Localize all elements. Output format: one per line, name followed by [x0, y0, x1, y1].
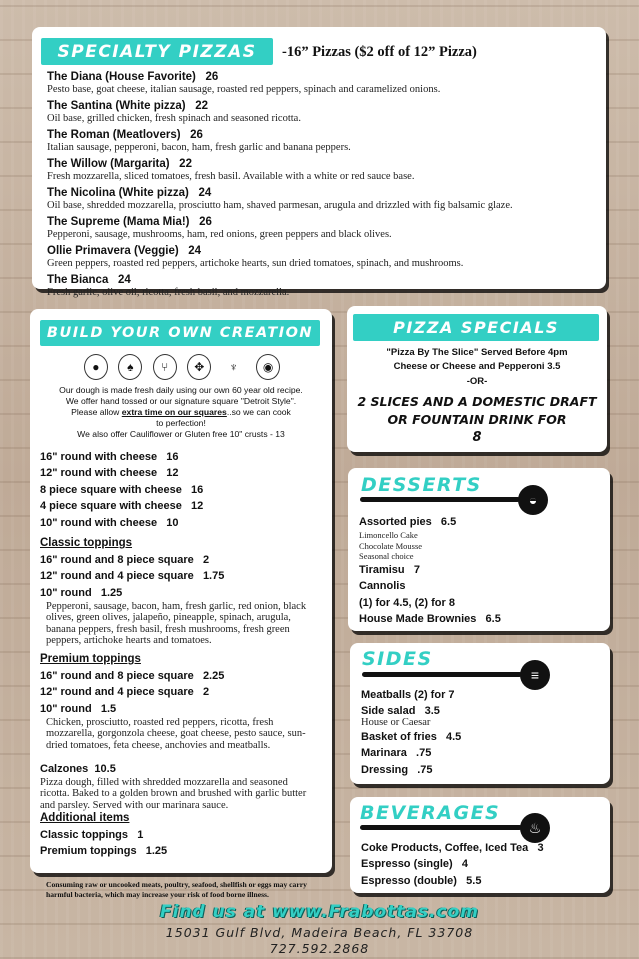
side-label: Dressing	[361, 763, 409, 776]
bev-price: 5.5	[466, 874, 482, 887]
calzones-label: Calzones	[40, 763, 89, 775]
pizza-name: The Willow (Margarita)	[47, 158, 170, 170]
dessert-assorted	[359, 514, 599, 530]
classic-topping-row	[40, 552, 320, 568]
additional-item-row	[40, 843, 320, 859]
side-price: 7	[448, 689, 455, 701]
spoon-handle	[360, 497, 520, 502]
pizza-price: 26	[190, 129, 203, 141]
row-label: 16" round with cheese	[40, 451, 158, 463]
pizza-desc: Fresh garlic, olive oil, ricotta, fresh basil, and mozzarella.	[47, 287, 290, 298]
classic-heading: Classic toppings	[40, 537, 133, 549]
coffee-icon: ♨	[520, 813, 550, 843]
premium-list	[40, 668, 320, 717]
specials-deal2: OR FOUNTAIN DRINK FOR	[387, 412, 567, 427]
specialty-pizzas-card	[32, 27, 606, 298]
dessert-label: House Made Brownies	[359, 613, 477, 626]
pizza-specials-card	[347, 306, 607, 452]
allow-suffix: ..so we can cook	[226, 407, 291, 417]
specialty-item-name	[47, 273, 599, 287]
row-label: Premium toppings	[40, 845, 137, 858]
row-label: 10" round with cheese	[40, 516, 158, 529]
additional-list	[40, 827, 320, 860]
dessert-cannolis: Cannolis	[359, 580, 406, 593]
classic-topping-row	[40, 568, 320, 584]
intro-line: We offer hand tossed or our signature square "Detroit Style".	[65, 396, 297, 406]
specialty-item-name	[47, 128, 599, 142]
address: 15031 Gulf Blvd, Madeira Beach, FL 33708	[165, 925, 474, 940]
specialty-item-name	[47, 186, 599, 200]
pizza-name: Ollie Primavera (Veggie)	[47, 245, 179, 257]
specialty-item	[47, 99, 599, 125]
allow-bold: extra time on our squares	[121, 407, 227, 417]
row-price: 12	[191, 500, 204, 513]
row-price: 1.5	[100, 702, 117, 715]
pizza-price: 26	[205, 71, 219, 83]
beverages-list	[361, 840, 606, 889]
row-label: 12" round and 4 piece square	[40, 570, 194, 583]
calzones-row	[40, 761, 116, 777]
specials-or: -OR-	[466, 376, 488, 387]
row-price: 1.25	[100, 586, 123, 599]
food-warning: Consuming raw or uncooked meats, poultry, seafood, shellfish or eggs may carry harmful bacteria, which may increase your risk of food borne illness.	[46, 880, 307, 899]
dessert-cannolis-price: (1) for 4.5, (2) for 8	[359, 596, 455, 609]
row-price: 1	[137, 829, 144, 841]
specialty-item-name	[47, 157, 599, 171]
dessert-tiramisu	[359, 562, 599, 578]
sides-title: SIDES	[362, 648, 433, 670]
pie-option: Limoncello Cake	[359, 530, 418, 541]
bev-label: Espresso (single)	[361, 858, 453, 871]
pizza-desc: Pepperoni, sausage, mushrooms, ham, red onions, green peppers and black olives.	[47, 229, 392, 240]
row-label: 10" round	[40, 702, 92, 715]
sizes-list	[40, 449, 320, 531]
specialty-item	[47, 186, 599, 212]
pizza-desc: Italian sausage, pepperoni, bacon, ham, fresh garlic and banana peppers.	[47, 142, 351, 153]
sides-card	[350, 643, 610, 784]
pizza-name: The Bianca	[47, 274, 109, 286]
bev-label: Coke Products, Coffee, Iced Tea	[361, 842, 529, 854]
specialty-item-name	[47, 215, 599, 229]
premium-desc: Chicken, prosciutto, roasted red peppers, ricotta, fresh mozzarella, gorgonzola cheese, goat cheese, pesto sauce, sun-dried tomatoes, feta cheese, anchovies and meatballs.	[46, 717, 306, 751]
size-row	[40, 498, 320, 514]
calzones-price: 10.5	[94, 763, 116, 775]
specialty-subtitle: -16” Pizzas ($2 off of 12” Pizza)	[282, 44, 477, 60]
pizza-price: 22	[179, 158, 192, 170]
specialty-item	[47, 128, 599, 154]
build-title: BUILD YOUR OWN CREATION	[40, 320, 320, 346]
specialty-item	[47, 157, 599, 183]
fork-sausage-icon: ⑂	[153, 354, 177, 380]
pizza-price: 22	[195, 100, 209, 112]
desserts-title: DESSERTS	[361, 474, 482, 496]
pizza-name: The Supreme (Mama Mia!)	[47, 216, 190, 228]
chili-icon: ♆	[229, 360, 239, 374]
website-link[interactable]: Find us at www.Frabottas.com	[160, 902, 479, 922]
classic-topping-row	[40, 585, 320, 601]
specialty-item-name	[47, 70, 599, 84]
row-label: 10" round	[40, 586, 92, 599]
intro-allow	[36, 407, 326, 418]
row-price: 12	[166, 467, 179, 480]
specialty-item	[47, 273, 599, 299]
pizza-price: 24	[117, 274, 131, 286]
dessert-label: Assorted pies	[359, 516, 432, 528]
additional-heading: Additional items	[40, 812, 130, 824]
pie-icon: ◒	[518, 485, 548, 515]
row-price: 2	[202, 554, 210, 566]
row-price: 1.75	[202, 570, 225, 583]
sides-list	[361, 687, 601, 778]
row-price: 16	[191, 483, 204, 496]
row-label: 4 piece square with cheese	[40, 500, 182, 513]
row-label: 12" round and 4 piece square	[40, 686, 194, 699]
pizza-desc: Oil base, shredded mozzarella, prosciutto ham, shaved parmesan, arugula and drizzled with fig balsamic glaze.	[47, 200, 513, 211]
row-price: 1.25	[145, 845, 168, 858]
spoon-handle	[362, 672, 522, 677]
row-price: 10	[166, 516, 179, 529]
size-row	[40, 515, 320, 531]
specials-line2: Cheese or Cheese and Pepperoni 3.5	[393, 361, 561, 372]
pizza-price: 24	[198, 187, 212, 199]
bev-coke	[361, 840, 606, 856]
side-salad-desc: House or Caesar	[361, 716, 431, 728]
desserts-card	[348, 468, 610, 631]
beverages-card	[350, 797, 610, 893]
phone[interactable]: 727.592.2868	[269, 941, 370, 956]
allow-prefix: Please allow	[71, 407, 122, 417]
side-price: 4.5	[445, 730, 462, 743]
additional-item-row	[40, 827, 320, 843]
row-label: 16" round and 8 piece square	[40, 554, 194, 566]
pizza-desc: Oil base, grilled chicken, fresh spinach and seasoned ricotta.	[47, 113, 301, 124]
specials-deal3: 8	[472, 430, 482, 445]
pizza-name: The Nicolina (White pizza)	[47, 187, 189, 199]
pizza-name: The Roman (Meatlovers)	[47, 129, 181, 141]
pizza-name: The Diana (House Favorite)	[47, 71, 196, 83]
specials-deal1: 2 SLICES AND A DOMESTIC DRAFT	[357, 394, 597, 409]
row-price: 16	[166, 451, 179, 463]
bev-price: 4	[461, 858, 468, 871]
pizza-desc: Pesto base, goat cheese, italian sausage, roasted red peppers, spinach and caramelized onions.	[47, 84, 441, 95]
calzones-desc: Pizza dough, filled with shredded mozzarella and seasoned ricotta. Baked to a golden brown and brushed with garlic butter and parsley. Served with our marinara sauce.	[40, 777, 307, 811]
pizza-price: 26	[199, 216, 212, 228]
specialty-pizzas-title: SPECIALTY PIZZAS	[41, 38, 273, 65]
row-label: 16" round and 8 piece square	[40, 670, 194, 682]
bev-espresso-single	[361, 856, 606, 872]
pineapple-icon: ✥	[187, 354, 211, 380]
specialty-item	[47, 244, 599, 270]
side-label: Side salad	[361, 705, 416, 718]
row-price: 2.25	[202, 670, 225, 682]
intro-line: Our dough is made fresh daily using our own 60 year old recipe.	[59, 385, 303, 395]
specialty-item	[47, 215, 599, 241]
tomato-icon: ◉	[256, 354, 280, 380]
pizza-name: The Santina (White pizza)	[47, 100, 186, 112]
specialty-item	[47, 70, 599, 96]
specialty-list	[47, 70, 599, 302]
build-your-own-card	[30, 309, 332, 873]
row-label: Classic toppings	[40, 829, 129, 841]
side-marinara	[361, 745, 601, 761]
premium-topping-row	[40, 684, 320, 700]
premium-topping-row	[40, 668, 320, 684]
pizza-desc: Green peppers, roasted red peppers, artichoke hearts, sun dried tomatoes, spinach, and mushrooms.	[47, 258, 464, 269]
side-price: .75	[417, 763, 433, 776]
pie-option: Chocolate Mousse	[359, 540, 423, 551]
size-row	[40, 465, 320, 481]
dessert-label: Tiramisu	[359, 563, 405, 576]
pizza-price: 24	[188, 245, 202, 257]
size-row	[40, 449, 320, 465]
beverages-title: BEVERAGES	[360, 802, 501, 824]
bev-espresso-double	[361, 873, 606, 889]
pepper-icon: ♠	[118, 354, 142, 380]
side-label: Marinara	[361, 747, 407, 760]
bev-label: Espresso (double)	[361, 874, 457, 887]
pizza-specials-title: PIZZA SPECIALS	[353, 314, 599, 341]
classic-list	[40, 552, 320, 601]
row-price: 2	[202, 686, 210, 699]
row-label: 8 piece square with cheese	[40, 483, 182, 496]
size-row	[40, 482, 320, 498]
specialty-item-name	[47, 244, 599, 258]
intro-perfection: to perfection!	[156, 418, 206, 428]
side-label: Basket of fries	[361, 730, 437, 743]
burger-icon: ≡	[520, 660, 550, 690]
specialty-item-name	[47, 99, 599, 113]
side-fries	[361, 729, 601, 745]
dessert-price: 6.5	[485, 613, 501, 626]
cookie-icon: ●	[84, 354, 108, 380]
side-price: 3.5	[424, 705, 440, 718]
row-label: 12" round with cheese	[40, 467, 158, 480]
desserts-list	[359, 514, 599, 628]
pie-option: Seasonal choice	[359, 551, 414, 562]
dessert-brownies	[359, 611, 599, 627]
classic-desc: Pepperoni, sausage, bacon, ham, fresh garlic, red onion, black olives, green olives, jalapeño, pineapple, spinach, arugula, banana peppers, fresh basil, fresh mushrooms, fresh green peppers, artichoke hearts and tomatoes.	[46, 601, 307, 647]
side-dressing	[361, 762, 601, 778]
specials-line1: "Pizza By The Slice" Served Before 4pm	[386, 347, 568, 358]
ingredient-icons	[72, 354, 292, 380]
side-price: .75	[416, 747, 432, 760]
pizza-desc: Fresh mozzarella, sliced tomatoes, fresh basil. Available with a white or red sauce base.	[47, 171, 415, 182]
bev-price: 3	[537, 842, 544, 854]
spoon-handle	[360, 825, 522, 830]
dessert-price: 7	[413, 563, 420, 576]
premium-topping-row	[40, 701, 320, 717]
build-intro	[36, 385, 326, 440]
dessert-price: 6.5	[440, 516, 457, 528]
side-label: Meatballs (2) for	[361, 689, 446, 701]
premium-heading: Premium toppings	[40, 653, 141, 665]
side-meatballs	[361, 687, 601, 703]
intro-cauliflower: We also offer Cauliflower or Gluten free 10" crusts - 13	[77, 429, 285, 439]
